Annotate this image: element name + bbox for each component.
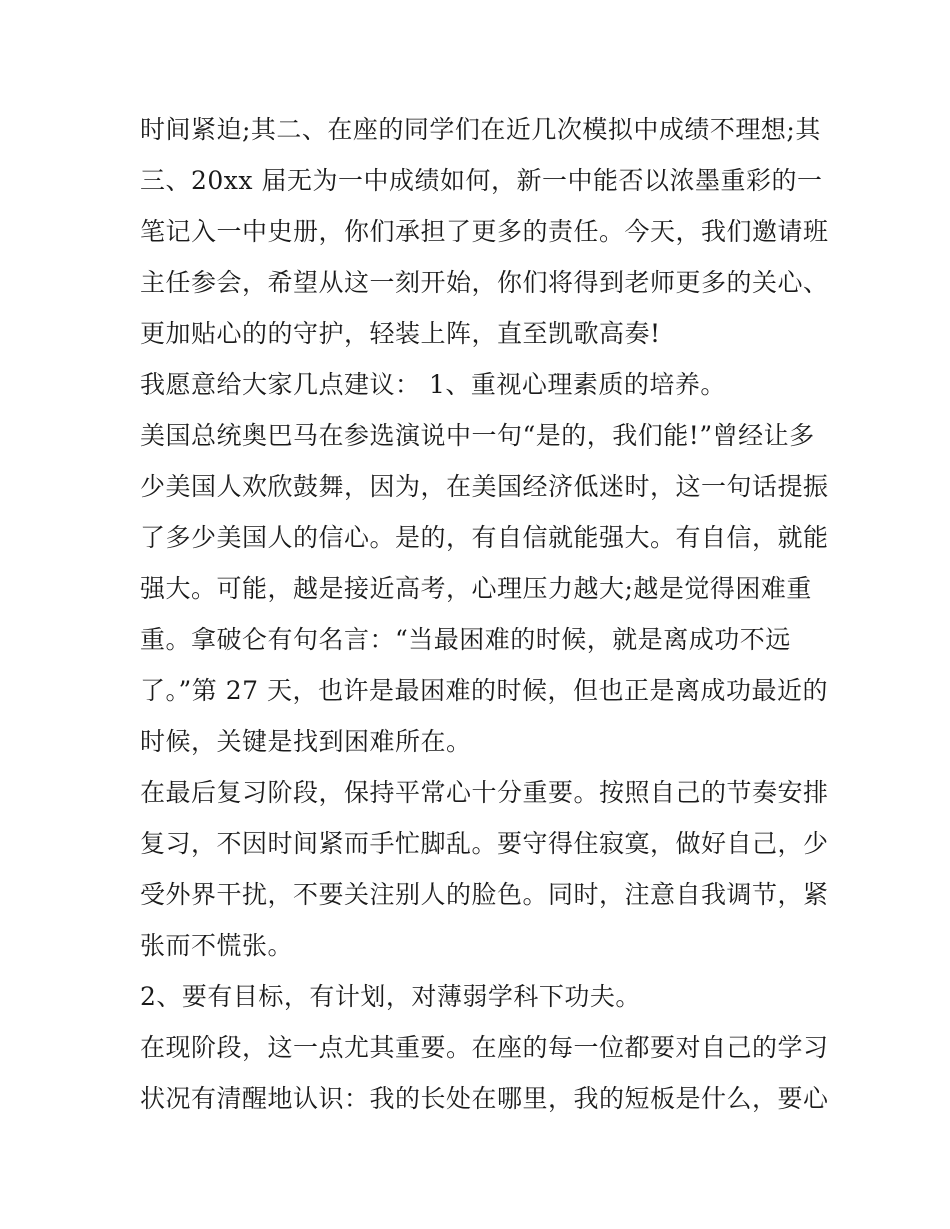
text-line: 更加贴心的的守护，轻装上阵，直至凯歌高奏! <box>140 319 661 348</box>
text-line: 了。”第 27 天，也许是最困难的时候，但也正是离成功最近的 <box>140 676 828 705</box>
text-line: 时间紧迫;其二、在座的同学们在近几次模拟中成绩不理想;其 <box>140 115 821 144</box>
text-line: 在现阶段，这一点尤其重要。在座的每一位都要对自己的学习 <box>140 1033 829 1062</box>
text-line: 复习，不因时间紧而手忙脚乱。要守得住寂寞，做好自己，少 <box>140 829 829 858</box>
text-line: 重。拿破仑有句名言：“当最困难的时候，就是离成功不远 <box>140 625 791 654</box>
text-line: 张而不慌张。 <box>140 931 294 960</box>
text-line: 在最后复习阶段，保持平常心十分重要。按照自己的节奏安排 <box>140 778 829 807</box>
text-line: 了多少美国人的信心。是的，有自信就能强大。有自信，就能 <box>140 523 829 552</box>
text-line: 美国总统奥巴马在参选演说中一句“是的，我们能!”曾经让多 <box>140 421 815 450</box>
text-line: 我愿意给大家几点建议： 1、重视心理素质的培养。 <box>140 370 726 399</box>
text-line: 主任参会，希望从这一刻开始，你们将得到老师更多的关心、 <box>140 268 829 297</box>
text-line: 状况有清醒地认识：我的长处在哪里，我的短板是什么，要心 <box>140 1084 829 1113</box>
text-line: 强大。可能，越是接近高考，心理压力越大;越是觉得困难重 <box>140 574 812 603</box>
text-line: 三、20xx 届无为一中成绩如何，新一中能否以浓墨重彩的一 <box>140 166 823 195</box>
text-line: 2、要有目标，有计划，对薄弱学科下功夫。 <box>140 982 641 1011</box>
text-line: 少美国人欢欣鼓舞，因为，在美国经济低迷时，这一句话提振 <box>140 472 829 501</box>
text-line: 笔记入一中史册，你们承担了更多的责任。今天，我们邀请班 <box>140 217 829 246</box>
text-line: 受外界干扰，不要关注别人的脸色。同时，注意自我调节，紧 <box>140 880 829 909</box>
text-line: 时候，关键是找到困难所在。 <box>140 727 472 756</box>
